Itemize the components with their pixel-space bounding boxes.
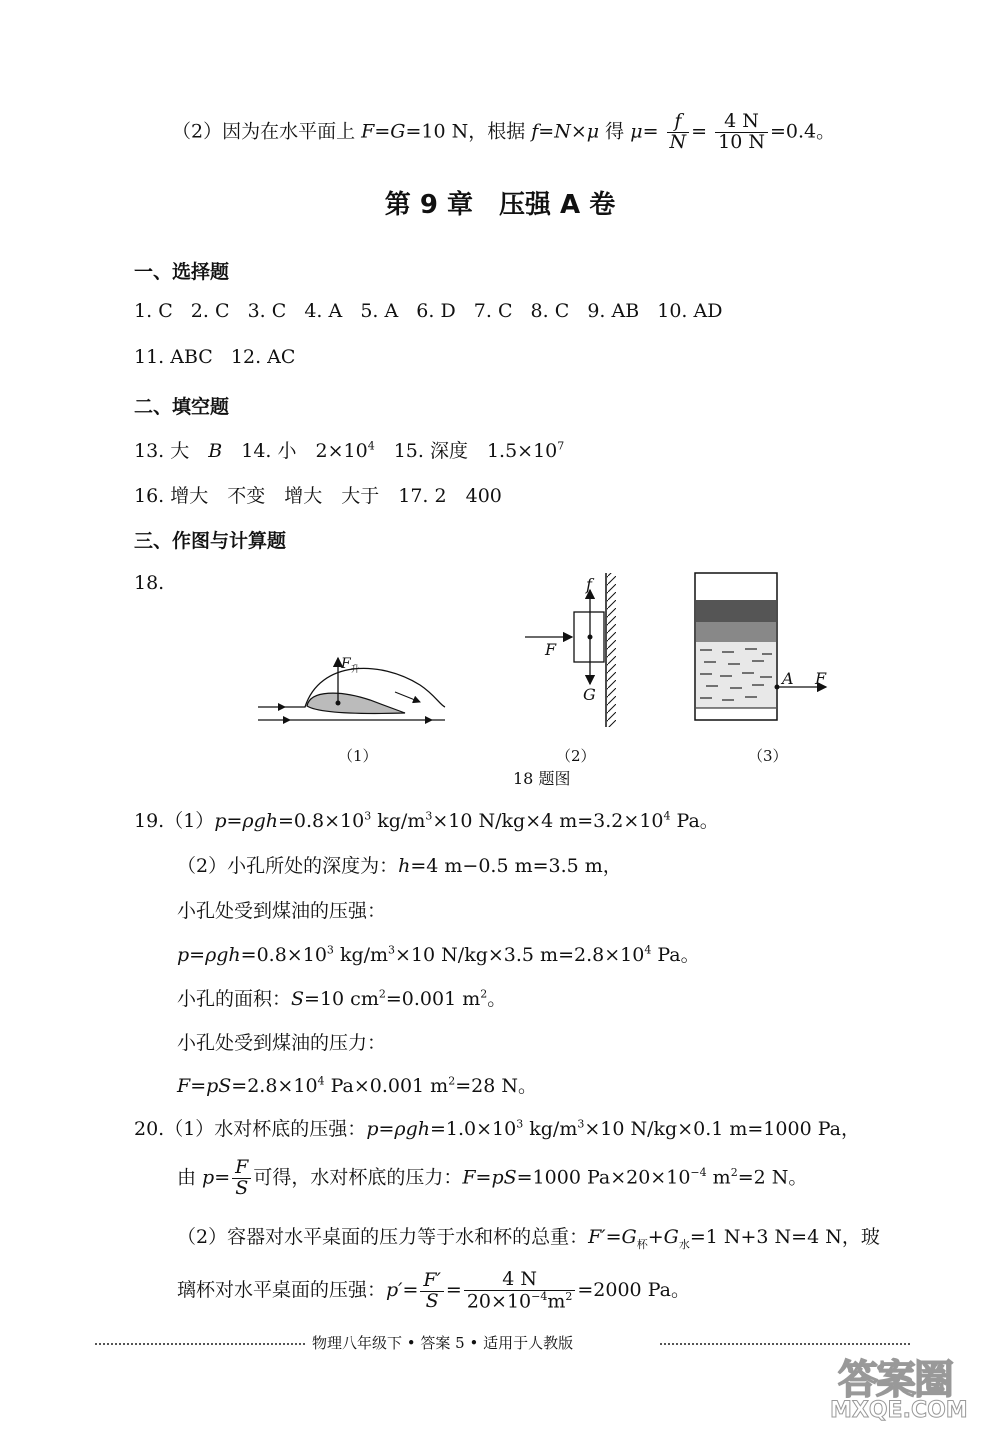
watermark-url: MXQE.COM [830,1398,968,1423]
q20-line-4: 璃杯对水平桌面的压强：p′= $\frac{F'}{S}$ = $\frac{4 N}{20\times 10^{-4}m^2}$ =2000 Pa。 [177,1268,690,1313]
point-a-label: A [782,669,794,688]
q19-line-4: $p=\rho gh=0.8\times 10^3$ $kg/m^3\times 10$ N/kg×3.5 $m=2.8\times 10^4$ Pa。 [177,943,700,966]
fraction-f-over-n: $\frac{f}{N}$ [667,112,690,153]
fraction-4n-over-10n: $\frac{4 N}{10 N}$ [715,112,768,153]
section-choice-heading: 一、选择题 [134,261,230,283]
airfoil-wing [307,693,405,713]
q19-line-3: 小孔处受到煤油的压强： [177,900,387,922]
fig2-caption: （2） [556,747,596,765]
q20-line-3: （2）容器对水平桌面的压力等于水和杯的总重：$F'=G_杯+G_水=1$ N+3 N=4 N，玻 [177,1226,880,1251]
fraction-4n-over-area: $\frac{4 N}{20\times 10^{-4}m^2}$ [464,1270,576,1312]
container-diagram [695,573,826,720]
q19-line-1: $19.(1)p=\rho gh=0.8\times 10^3$ $kg/m^3\times 10$ N/kg×4 $m=3.2\times 10^4$ Pa。 [134,809,719,832]
q19-line-7: $F=pS=2.8\times 10^4$ Pa×0.001 $m^2=28$ N。 [177,1074,537,1097]
mc-answers-row-1: 1. C 2. C 3. C 4. A 5. A 6. D 7. C 8. C 9. AB 10. AD [134,300,723,322]
top-formula-line: （2）因为在水平面上 F=G=10 N，根据 f=N×μ 得 μ= $\frac{f}{N}$ = $\frac{4 N}{10 N}$ =0.4。 [172,110,836,153]
q20-line-1: 20.（1）水对杯底的压强：$p=\rho gh=1.0\times 10^3$ $kg/m^3\times 10$ N/kg×0.1 m=1000 Pa， [134,1117,860,1140]
block-wall-diagram [525,573,616,727]
fraction-f-over-s: $\frac{F}{S}$ [232,1158,251,1199]
section-fill-heading: 二、填空题 [134,396,230,418]
q20-line-2: 由 p= $\frac{F}{S}$ 可得，水对杯底的压力：F=pS=1000 $Pa\times 20\times 10^{-4}$ $m^2=2$ N。 [177,1156,808,1199]
section-calc-heading: 三、作图与计算题 [134,530,287,552]
fraction-fprime-over-s: $\frac{F'}{S}$ [420,1271,444,1312]
footer-text: 物理八年级下 • 答案 5 • 适用于人教版 [312,1334,574,1352]
fig3-caption: （3） [748,747,788,765]
q19-line-5: 小孔的面积：S=10 $cm^2=0.001$ $m^2$。 [177,987,507,1010]
fig1-caption: （1） [338,747,378,765]
q18-number: 18. [134,572,165,594]
q19-line-2: （2）小孔所处的深度为：h=4 m−0.5 m=3.5 m， [177,855,622,877]
fill-answers-row-1: 13. 大 B 14. 小 $2\times 10^4$ 15. 深度 $1.5\times 10^7$ [134,439,565,462]
chapter-title: 第 9 章 压强 A 卷 [384,190,616,220]
push-force-label: F [545,640,557,659]
q19-line-6: 小孔处受到煤油的压力： [177,1032,387,1054]
figure-title: 18 题图 [513,769,571,788]
footer-rule-right [660,1343,910,1345]
watermark-logo: 答案圈 [838,1357,952,1403]
fill-answers-row-2: 16. 增大 不变 增大 大于 17. 2 400 [134,485,502,507]
friction-label: f [586,575,592,594]
mc-answers-row-2: 11. ABC 12. AC [134,346,296,368]
footer-rule-left [95,1343,305,1345]
pressure-force-label: F [815,669,827,688]
gravity-label: G [583,685,596,704]
lift-label: $F_升$ [341,656,360,675]
